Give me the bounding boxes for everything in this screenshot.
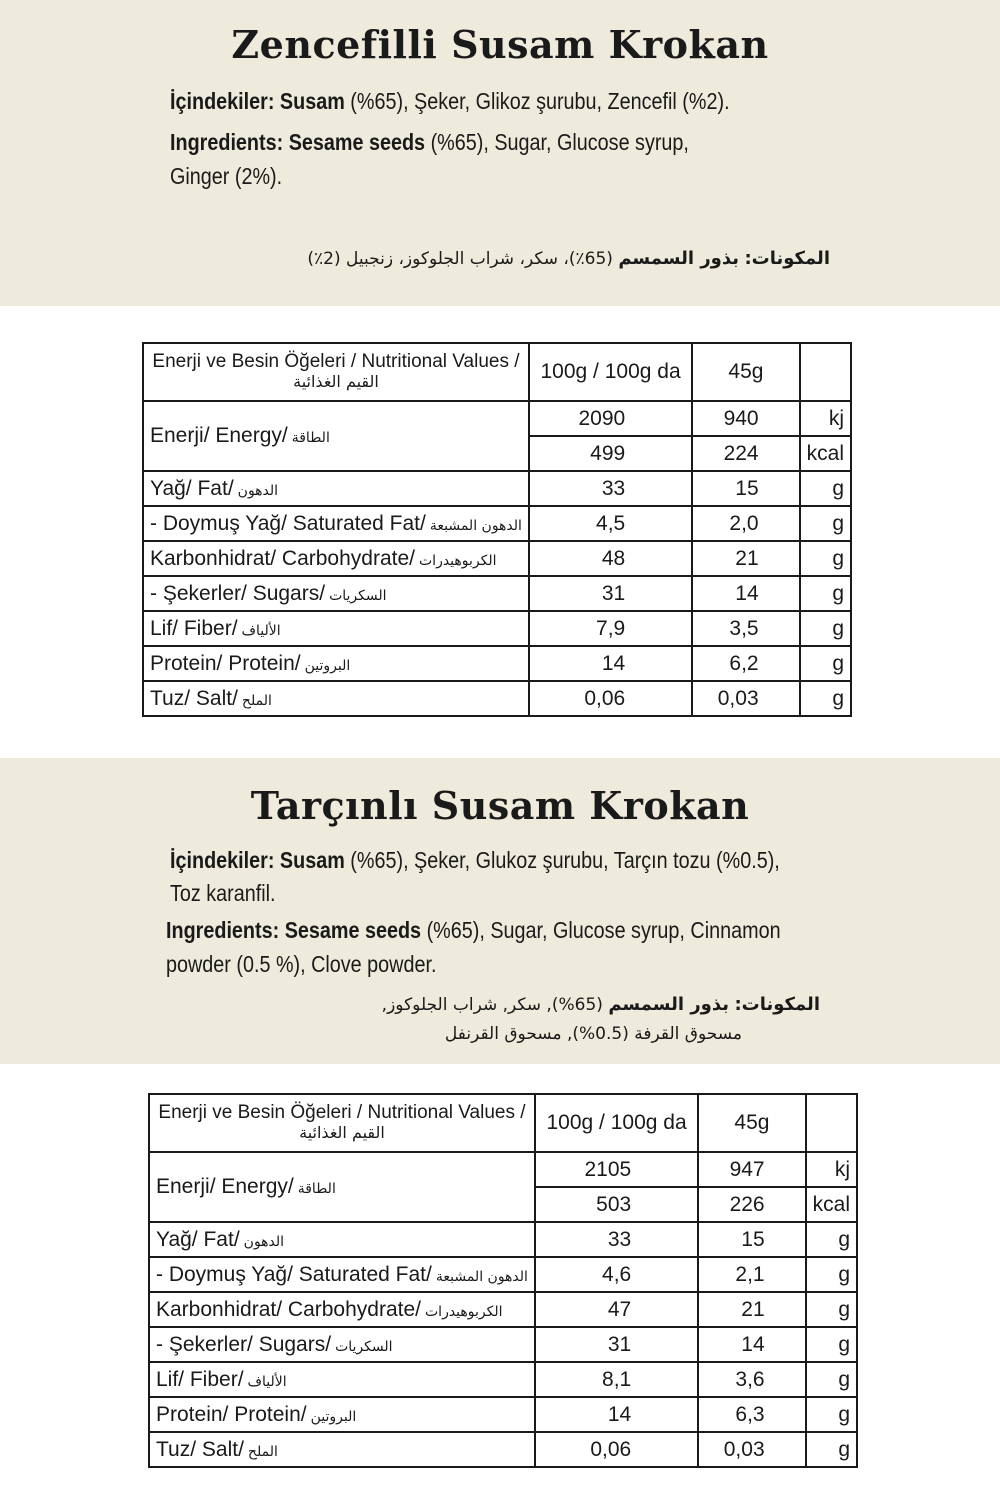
table-row	[149, 1292, 857, 1327]
table-row	[143, 541, 851, 576]
header-45g: 45g	[698, 1094, 805, 1152]
ingredients-ar-bold: بذور السمسم	[618, 248, 740, 269]
nutrient-label-ar: الملح	[241, 692, 272, 709]
header-line-2: القيم الغذائية	[299, 1123, 385, 1142]
energy-label	[143, 401, 529, 471]
nutrient-label-text: - Doymuş Yağ/ Saturated Fat/	[150, 511, 426, 535]
value-45g: 21	[698, 1292, 805, 1327]
ingredients-tr-label: İçindekiler:	[170, 88, 275, 114]
ingredients-en-text: (%65), Sugar, Glucose syrup,	[430, 129, 689, 155]
nutrient-label	[143, 541, 529, 576]
nutrient-label-ar: الكربوهيدرات	[425, 1303, 503, 1320]
nutrient-label	[149, 1327, 535, 1362]
nutrient-label	[149, 1362, 535, 1397]
value-100g: 14	[529, 646, 692, 681]
value-100g: 0,06	[529, 681, 692, 716]
value-100g: 47	[535, 1292, 698, 1327]
header-line-2: القيم الغذائية	[293, 372, 379, 391]
ingredients-en-1	[170, 125, 689, 159]
nutrient-label-text: Protein/ Protein/	[150, 651, 301, 675]
value-100g: 0,06	[535, 1432, 698, 1467]
nutrient-label-ar: الدهون المشبعة	[435, 1268, 528, 1285]
ingredients-ar-text: (65%), سكر, شراب الجلوكوز,	[381, 995, 603, 1015]
unit: g	[806, 1327, 857, 1362]
value-100g: 33	[535, 1222, 698, 1257]
ingredients-tr-bold: Susam	[279, 88, 345, 114]
ingredients-ar-bold: بذور السمسم	[608, 994, 730, 1015]
value-45g: 21	[692, 541, 799, 576]
header-line-1: Enerji ve Besin Öğeleri / Nutritional Values /	[158, 1102, 526, 1123]
nutrient-label-text: Tuz/ Salt/	[150, 686, 238, 710]
value-100g: 14	[535, 1397, 698, 1432]
energy-kj-unit: kj	[806, 1152, 857, 1187]
ingredients-en-2	[166, 913, 781, 947]
value-45g: 15	[692, 471, 799, 506]
nutrition-table-1	[142, 342, 852, 717]
energy-label-text: Enerji/ Energy/	[156, 1175, 294, 1198]
nutrient-label	[143, 506, 529, 541]
table-header-row	[149, 1094, 857, 1152]
nutrient-label	[143, 681, 529, 716]
value-45g: 2,1	[698, 1257, 805, 1292]
unit: g	[806, 1222, 857, 1257]
unit: g	[806, 1362, 857, 1397]
ingredients-ar-label: المكونات:	[734, 994, 820, 1015]
table-row	[143, 681, 851, 716]
nutrient-label-text: Karbonhidrat/ Carbohydrate/	[156, 1297, 421, 1321]
value-100g: 4,6	[535, 1257, 698, 1292]
nutrient-label-ar: البروتين	[304, 657, 351, 674]
ingredients-tr-1	[170, 84, 730, 118]
ingredients-ar-2-cont: مسحوق القرفة (0.5%), مسحوق القرنفل	[444, 1024, 742, 1044]
energy-kj-45g: 940	[692, 401, 799, 436]
header-unit	[806, 1094, 857, 1152]
nutrient-label-text: Protein/ Protein/	[156, 1402, 307, 1426]
value-100g: 31	[529, 576, 692, 611]
table-row	[143, 471, 851, 506]
nutrient-label-ar: البروتين	[310, 1408, 357, 1425]
ingredients-ar-2	[382, 994, 820, 1015]
nutrient-label-ar: الألياف	[241, 622, 281, 639]
table-row	[143, 611, 851, 646]
header-nutrients	[149, 1094, 535, 1152]
header-line-1: Enerji ve Besin Öğeleri / Nutritional Values /	[152, 351, 520, 372]
ingredients-ar-text: (65٪)، سكر، شراب الجلوكوز، زنجبيل (2٪)	[307, 249, 613, 269]
value-100g: 4,5	[529, 506, 692, 541]
ingredients-ar-1	[307, 248, 830, 269]
nutrient-label-text: Lif/ Fiber/	[156, 1367, 244, 1391]
nutrient-label	[149, 1222, 535, 1257]
energy-label-text: Enerji/ Energy/	[150, 424, 288, 447]
value-45g: 0,03	[692, 681, 799, 716]
nutrient-label-text: - Şekerler/ Sugars/	[150, 581, 326, 605]
value-100g: 33	[529, 471, 692, 506]
nutrition-table-2	[148, 1093, 858, 1468]
nutrient-label-text: Tuz/ Salt/	[156, 1437, 244, 1461]
nutrient-label-text: Yağ/ Fat/	[156, 1227, 240, 1251]
value-100g: 8,1	[535, 1362, 698, 1397]
header-45g: 45g	[692, 343, 799, 401]
header-nutrients	[143, 343, 529, 401]
ingredients-en-2-cont: powder (0.5 %), Clove powder.	[166, 951, 437, 977]
nutrient-label-ar: السكريات	[329, 587, 387, 604]
ingredients-en-bold: Sesame seeds	[288, 129, 426, 155]
nutrient-label-ar: الألياف	[247, 1373, 287, 1390]
table-row	[149, 1152, 857, 1187]
unit: g	[800, 681, 851, 716]
ingredients-en-bold: Sesame seeds	[284, 917, 422, 943]
energy-kj-100g: 2090	[529, 401, 692, 436]
nutrient-label	[149, 1432, 535, 1467]
table-row	[143, 576, 851, 611]
ingredients-tr-bold: Susam	[279, 847, 345, 873]
nutrient-label	[149, 1292, 535, 1327]
value-45g: 6,2	[692, 646, 799, 681]
nutrient-label-text: Yağ/ Fat/	[150, 476, 234, 500]
value-45g: 14	[698, 1327, 805, 1362]
nutrient-label	[149, 1257, 535, 1292]
energy-label-ar: الطاقة	[297, 1181, 336, 1197]
nutrient-label	[143, 471, 529, 506]
energy-kcal-unit: kcal	[800, 436, 851, 471]
nutrient-label-ar: الملح	[247, 1443, 278, 1460]
nutrient-label-ar: السكريات	[335, 1338, 393, 1355]
energy-kcal-unit: kcal	[806, 1187, 857, 1222]
nutrient-label-ar: الدهون	[237, 482, 279, 499]
nutrient-label-ar: الكربوهيدرات	[419, 552, 497, 569]
table-row	[149, 1222, 857, 1257]
value-45g: 0,03	[698, 1432, 805, 1467]
unit: g	[800, 541, 851, 576]
unit: g	[800, 506, 851, 541]
unit: g	[800, 611, 851, 646]
ingredients-tr-2	[170, 843, 780, 877]
nutrient-label	[149, 1397, 535, 1432]
value-100g: 31	[535, 1327, 698, 1362]
energy-kcal-45g: 224	[692, 436, 799, 471]
nutrient-label-text: Karbonhidrat/ Carbohydrate/	[150, 546, 415, 570]
energy-kcal-100g: 499	[529, 436, 692, 471]
unit: g	[800, 646, 851, 681]
header-100g: 100g / 100g da	[535, 1094, 698, 1152]
ingredients-en-label: Ingredients:	[166, 917, 280, 943]
table-row	[143, 646, 851, 681]
nutrient-label	[143, 646, 529, 681]
ingredients-tr-text: (%65), Şeker, Glukoz şurubu, Tarçın tozu (%0.5),	[350, 847, 780, 873]
nutrient-label-text: - Doymuş Yağ/ Saturated Fat/	[156, 1262, 432, 1286]
nutrient-label	[143, 611, 529, 646]
unit: g	[806, 1432, 857, 1467]
value-45g: 3,5	[692, 611, 799, 646]
table-header-row	[143, 343, 851, 401]
value-100g: 7,9	[529, 611, 692, 646]
value-100g: 48	[529, 541, 692, 576]
table-row	[143, 506, 851, 541]
value-45g: 15	[698, 1222, 805, 1257]
nutrient-label	[143, 576, 529, 611]
unit: g	[800, 471, 851, 506]
unit: g	[806, 1292, 857, 1327]
ingredients-tr-text: (%65), Şeker, Glikoz şurubu, Zencefil (%2).	[350, 88, 730, 114]
value-45g: 2,0	[692, 506, 799, 541]
table-row	[149, 1432, 857, 1467]
ingredients-en-label: Ingredients:	[170, 129, 284, 155]
unit: g	[806, 1257, 857, 1292]
table-row	[149, 1397, 857, 1432]
table-row	[149, 1327, 857, 1362]
value-45g: 14	[692, 576, 799, 611]
product-title-2: Tarçınlı Susam Krokan	[250, 783, 750, 828]
value-45g: 3,6	[698, 1362, 805, 1397]
ingredients-tr-label: İçindekiler:	[170, 847, 275, 873]
energy-kcal-45g: 226	[698, 1187, 805, 1222]
ingredients-tr-2-cont: Toz karanfil.	[170, 880, 276, 906]
energy-kcal-100g: 503	[535, 1187, 698, 1222]
table-row	[149, 1257, 857, 1292]
nutrient-label-ar: الدهون المشبعة	[429, 517, 522, 534]
energy-label-ar: الطاقة	[291, 430, 330, 446]
unit: g	[806, 1397, 857, 1432]
ingredients-en-1-cont: Ginger (2%).	[170, 163, 283, 189]
value-45g: 6,3	[698, 1397, 805, 1432]
table-row	[143, 401, 851, 436]
product-title-1: Zencefilli Susam Krokan	[231, 22, 769, 67]
unit: g	[800, 576, 851, 611]
nutrient-label-text: - Şekerler/ Sugars/	[156, 1332, 332, 1356]
energy-kj-unit: kj	[800, 401, 851, 436]
nutrient-label-text: Lif/ Fiber/	[150, 616, 238, 640]
ingredients-en-text: (%65), Sugar, Glucose syrup, Cinnamon	[426, 917, 781, 943]
header-100g: 100g / 100g da	[529, 343, 692, 401]
table-row	[149, 1362, 857, 1397]
energy-label	[149, 1152, 535, 1222]
header-unit	[800, 343, 851, 401]
ingredients-ar-label: المكونات:	[744, 248, 830, 269]
energy-kj-45g: 947	[698, 1152, 805, 1187]
energy-kj-100g: 2105	[535, 1152, 698, 1187]
nutrient-label-ar: الدهون	[243, 1233, 285, 1250]
